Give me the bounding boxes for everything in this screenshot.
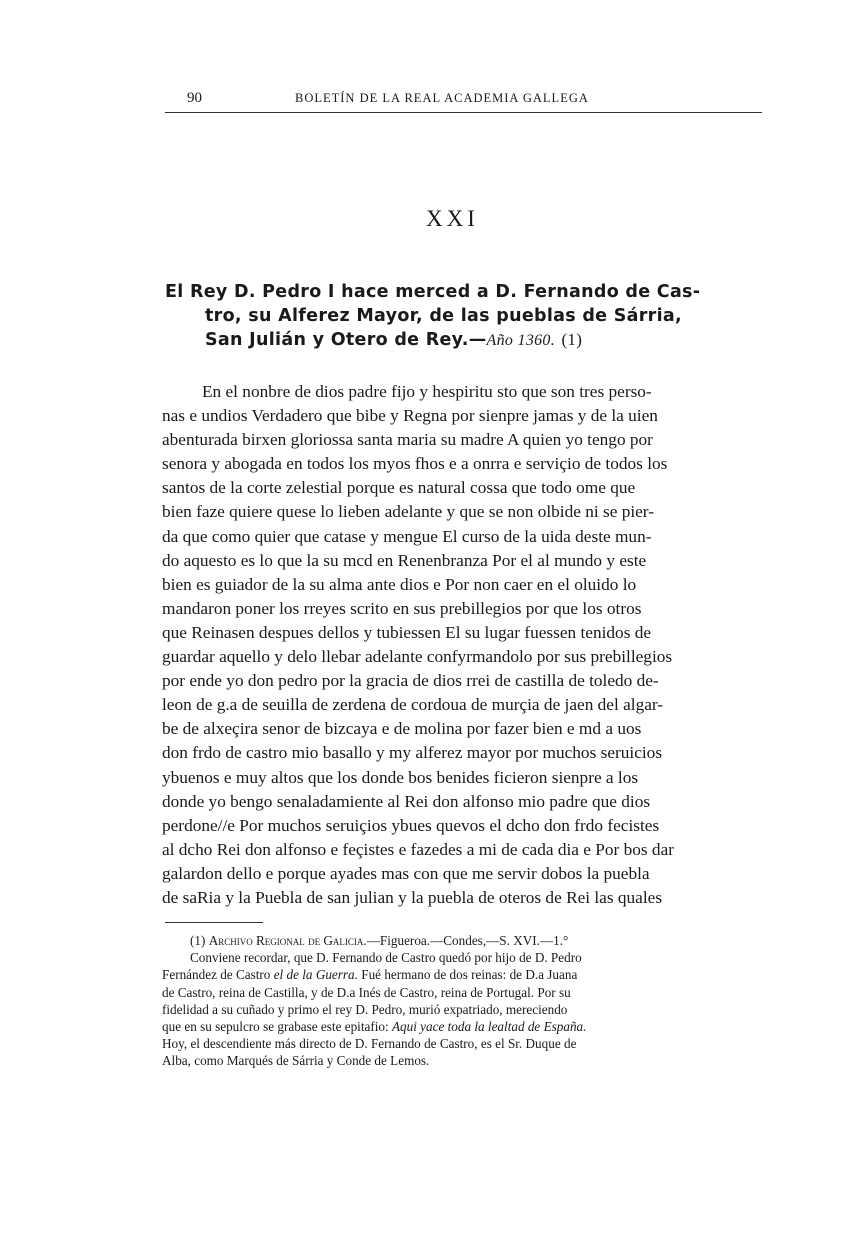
footnote-source: Archivo Regional de Galicia. [208,933,367,948]
document-number: XXI [426,206,479,231]
title-line: San Julián y Otero de Rey. [205,330,469,350]
footnote-text: que en su sepulcro se grabase este epitafio: [162,1018,392,1034]
footnote-line: Alba, como Marqués de Sárria y Conde de Lemos. [162,1053,430,1069]
document-body [162,380,762,910]
body-line: santos de la corte zelestial porque es natural cossa que todo ome que [162,478,636,498]
title-line-last [165,328,775,353]
body-line: do aquesto es lo que la su mcd en Renenbranza Por el al mundo y este [162,550,647,570]
footnote-reference: (1) [561,330,583,349]
page-header [165,86,762,113]
footnote-line [162,966,762,983]
footnote-text: Fernández de Castro [162,967,274,983]
document-title [165,280,775,353]
footnote-line: fidelidad a su cuñado y primo el rey D. Pedro, murió expatriado, mereciendo [162,1001,568,1017]
footnote-marker: (1) [190,933,206,948]
title-dash: — [468,330,487,350]
footnote-italic: el de la Guerra. [273,967,358,983]
body-line: bien es guiador de la su alma ante dios e Por non caer en el oluido lo [162,574,637,594]
body-line: donde yo bengo senaladamiente al Rei don alfonso mio padre que dios [162,791,651,811]
footnote-epitaph: Aqui yace toda la lealtad de España. [391,1018,587,1034]
page-number: 90 [187,90,202,106]
title-year: Año 1360. [486,332,556,349]
body-line: por ende yo don pedro por la gracia de dios rrei de castilla de toledo de- [162,671,659,691]
footnote-line: Conviene recordar, que D. Fernando de Castro quedó por hijo de D. Pedro [190,950,582,966]
body-line: mandaron poner los rreyes scrito en sus prebillegios por que los otros [162,598,642,618]
footnote-divider [165,922,263,923]
body-line: leon de g.a de seuilla de zerdena de cordoua de murçia de jaen del algar- [162,695,664,715]
footnote-line [162,1018,762,1035]
body-line: be de alxeçira senor de bizcaya e de molina por fazer bien e md a uos [162,719,642,739]
title-line: El Rey D. Pedro I hace merced a D. Fernando de Cas- [165,282,701,302]
title-line: tro, su Alferez Mayor, de las pueblas de Sárria, [205,306,682,326]
running-head: BOLETÍN DE LA REAL ACADEMIA GALLEGA [295,91,589,105]
body-line: perdone//e Por muchos seruiçios ybues quevos el dcho don frdo fecistes [162,815,660,835]
body-line: galardon dello e porque ayades mas con que me servir dobos la puebla [162,863,650,883]
footnote-text: Fué hermano de dos reinas: de D.a Juana [357,967,578,983]
body-line: de saRia y la Puebla de san julian y la puebla de oteros de Rei las quales [162,887,663,907]
body-line: ybuenos e muy altos que los donde bos benides ficieron sienpre a los [162,767,639,787]
footnote-source-detail: —Figueroa.—Condes,—S. XVI.—1.° [366,933,569,948]
body-line: guardar aquello y delo llebar adelante confyrmandolo por sus prebillegios [162,647,673,667]
body-line: da que como quier que catase y mengue El curso de la uida deste mun- [162,526,652,546]
body-line: nas e undios Verdadero que bibe y Regna por sienpre jamas y de la uien [162,406,658,426]
body-line: En el nonbre de dios padre fijo y hespiritu sto que son tres perso- [202,382,652,401]
body-line: que Reinasen despues dellos y tubiessen El su lugar fuessen tenidos de [162,622,652,642]
body-line: bien faze quiere quese lo lieben adelante y que se non olbide ni se pier- [162,502,654,522]
body-line: don frdo de castro mio basallo y my alferez mayor por muchos seruicios [162,743,663,763]
body-line: senora y abogada en todos los myos fhos e a onrra e serviçio de todos los [162,454,668,474]
footnote-line: Hoy, el descendiente más directo de D. Fernando de Castro, es el Sr. Duque de [162,1036,577,1052]
footnote [162,932,762,1070]
footnote-line [162,932,762,949]
footnote-line: de Castro, reina de Castilla, y de D.a Inés de Castro, reina de Portugal. Por su [162,984,571,1000]
body-line: abenturada birxen gloriossa santa maria su madre A quien yo tengo por [162,430,653,450]
body-line: al dcho Rei don alfonso e feçistes e fazedes a mi de cada dia e Por bos dar [162,839,674,859]
